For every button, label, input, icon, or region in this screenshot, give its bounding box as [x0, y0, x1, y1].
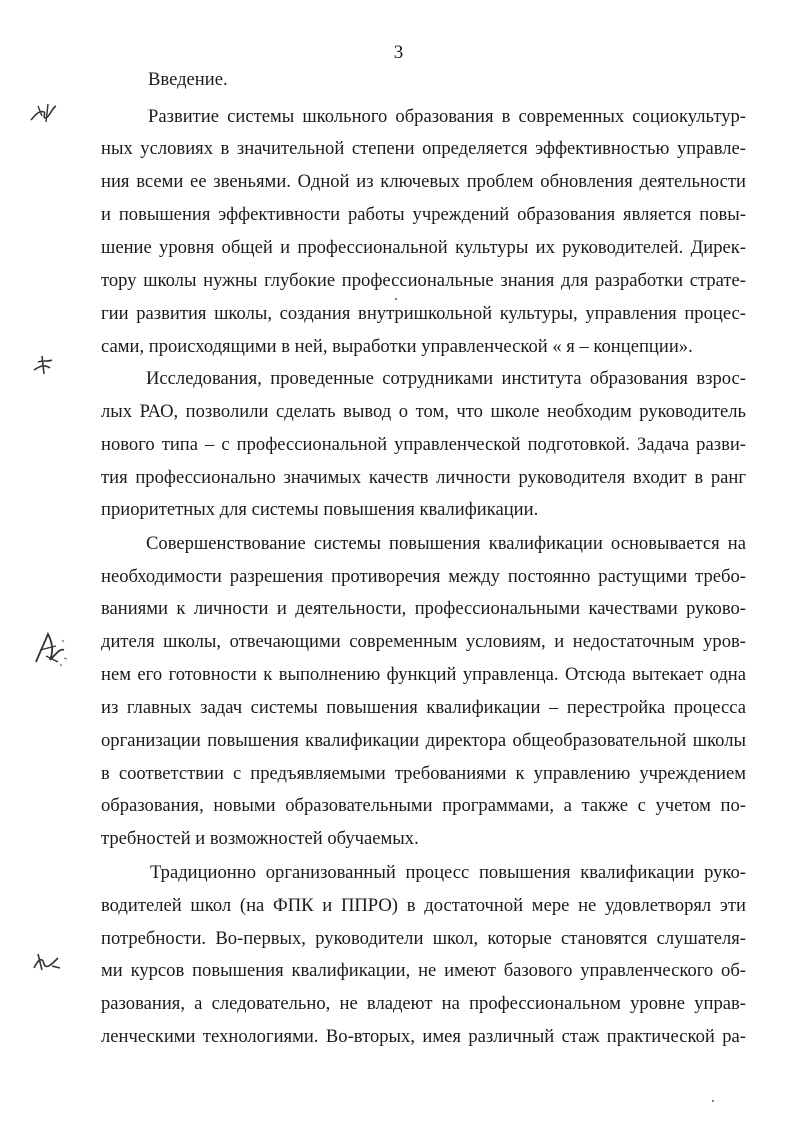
text-line: разования, а следовательно, не владеют на профессиональном уровне управ-	[101, 993, 746, 1014]
text-line: потребности. Во-первых, руководители школ, которые становятся слушателя-	[101, 928, 746, 949]
text-line: приоритетных для системы повышения квалификации.	[101, 499, 539, 520]
text-line: Исследования, проведенные сотрудниками института образования взрос-	[146, 368, 746, 389]
text-line: водителей школ (на ФПК и ППРО) в достаточной мере не удовлетворял эти	[101, 895, 746, 916]
section-heading: Введение.	[148, 69, 228, 90]
text-line: Традиционно организованный процесс повышения квалификации руко-	[150, 862, 746, 883]
scan-speck	[712, 1100, 714, 1102]
text-line: Совершенствование системы повышения квалификации основывается на	[146, 533, 746, 554]
text-line: необходимости разрешения противоречия между постоянно растущими требо-	[101, 566, 746, 587]
text-line: нем его готовности к выполнению функций управленца. Отсюда вытекает одна	[101, 664, 746, 685]
text-line: гии развития школы, создания внутришкольной культуры, управления процес-	[101, 303, 746, 324]
page-number: 3	[393, 42, 404, 63]
handwritten-mark-icon	[30, 950, 64, 974]
text-line: организации повышения квалификации директора общеобразовательной школы	[101, 730, 746, 751]
text-line: ми курсов повышения квалификации, не имеют базового управленческого об-	[101, 960, 746, 981]
text-line: требностей и возможностей обучаемых.	[101, 828, 419, 849]
text-line: ния всеми ее звеньями. Одной из ключевых проблем обновления деятельности	[101, 171, 746, 192]
text-line: ленческими технологиями. Во-вторых, имея различный стаж практической ра-	[101, 1026, 746, 1047]
scan-speck	[395, 298, 397, 300]
text-line: шение уровня общей и профессиональной культуры их руководителей. Дирек-	[101, 237, 746, 258]
handwritten-mark-icon	[30, 352, 58, 378]
handwritten-mark-icon	[28, 100, 60, 126]
text-line: образования, новыми образовательными программами, а также с учетом по-	[101, 795, 746, 816]
text-line: ваниями к личности и деятельности, профессиональными качествами руково-	[101, 598, 746, 619]
text-line: ных условиях в значительной степени определяется эффективностью управле-	[101, 138, 746, 159]
text-line: нового типа – с профессиональной управленческой подготовкой. Задача разви-	[101, 434, 746, 455]
text-line: Развитие системы школьного образования в современных социокультур-	[148, 106, 746, 127]
text-line: в соответствии с предъявляемыми требованиями к управлению учреждением	[101, 763, 746, 784]
text-line: из главных задач системы повышения квалификации – перестройка процесса	[101, 697, 746, 718]
text-line: лых РАО, позволили сделать вывод о том, что школе необходим руководитель	[101, 401, 746, 422]
text-line: тия профессионально значимых качеств личности руководителя входит в ранг	[101, 467, 746, 488]
text-line: дителя школы, отвечающими современным условиям, и недостаточным уров-	[101, 631, 746, 652]
text-line: сами, происходящими в ней, выработки управленческой « я – концепции».	[101, 336, 693, 357]
text-line: и повышения эффективности работы учреждений образования является повы-	[101, 204, 746, 225]
text-line: тору школы нужны глубокие профессиональные знания для разработки страте-	[101, 270, 746, 291]
handwritten-mark-icon	[30, 628, 72, 670]
